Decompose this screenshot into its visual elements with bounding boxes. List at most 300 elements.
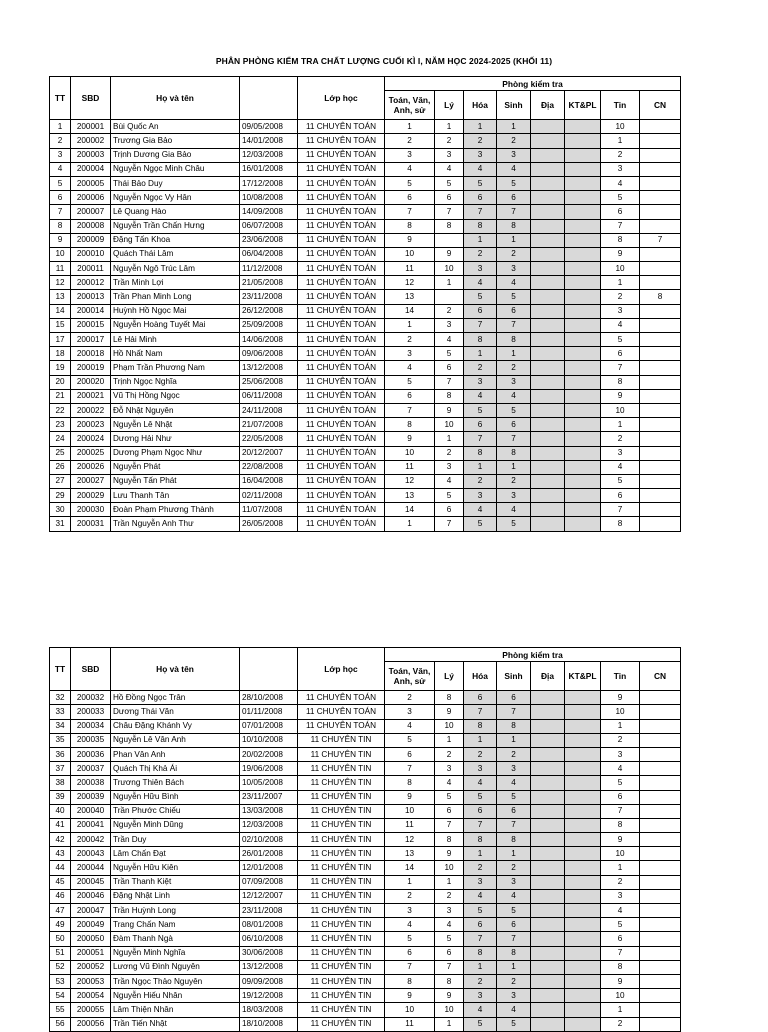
cell-room-ly: 5: [435, 176, 464, 190]
table-row: [50, 946, 681, 960]
table-row: [50, 989, 681, 1003]
cell-name: Phan Vân Anh: [111, 747, 240, 761]
cell-dob: 12/12/2007: [240, 889, 298, 903]
cell-tt: 36: [50, 747, 71, 761]
cell-class: 11 CHUYÊN TOÁN: [298, 290, 385, 304]
cell-name: Trang Chấn Nam: [111, 918, 240, 932]
cell-dob: 13/12/2008: [240, 361, 298, 375]
cell-room-sinh: 5: [497, 290, 531, 304]
cell-room-tin: 6: [601, 347, 640, 361]
table-row: [50, 148, 681, 162]
cell-room-sinh: 5: [497, 1017, 531, 1031]
cell-sbd: 200030: [71, 503, 111, 517]
table-row: [50, 361, 681, 375]
cell-dob: 12/01/2008: [240, 861, 298, 875]
cell-room-ly: 2: [435, 446, 464, 460]
cell-class: 11 CHUYÊN TOÁN: [298, 176, 385, 190]
cell-dob: 24/11/2008: [240, 403, 298, 417]
cell-dob: 10/10/2008: [240, 733, 298, 747]
cell-room-cn: [640, 262, 681, 276]
cell-sbd: 200033: [71, 705, 111, 719]
cell-room-dia: [531, 389, 565, 403]
cell-sbd: 200008: [71, 219, 111, 233]
cell-room-ktpl: [565, 503, 601, 517]
table-row: [50, 191, 681, 205]
cell-room-tin: 4: [601, 904, 640, 918]
cell-room-dia: [531, 262, 565, 276]
cell-tt: 21: [50, 389, 71, 403]
cell-dob: 22/08/2008: [240, 460, 298, 474]
cell-tt: 40: [50, 804, 71, 818]
cell-room-ly: 7: [435, 960, 464, 974]
cell-room-ly: 2: [435, 134, 464, 148]
cell-room-hoa: 3: [464, 375, 497, 389]
cell-room-tin: 8: [601, 233, 640, 247]
table-row: [50, 1017, 681, 1031]
cell-sbd: 200050: [71, 932, 111, 946]
cell-dob: 28/10/2008: [240, 691, 298, 705]
cell-room-cn: [640, 134, 681, 148]
cell-room-cn: [640, 960, 681, 974]
cell-dob: 02/10/2008: [240, 833, 298, 847]
cell-room-hoa: 3: [464, 989, 497, 1003]
cell-room-hoa: 6: [464, 191, 497, 205]
table-row: [50, 233, 681, 247]
cell-name: Đỗ Nhật Nguyên: [111, 403, 240, 417]
cell-room-tin: 2: [601, 875, 640, 889]
cell-room-toan-van-anh-su: 6: [385, 389, 435, 403]
cell-class: 11 CHUYÊN TOÁN: [298, 705, 385, 719]
cell-room-hoa: 7: [464, 318, 497, 332]
cell-room-hoa: 2: [464, 474, 497, 488]
cell-name: Trần Ngọc Thảo Nguyên: [111, 974, 240, 988]
cell-room-tin: 10: [601, 705, 640, 719]
header-subject: Địa: [531, 662, 565, 691]
table-row: [50, 790, 681, 804]
cell-dob: 21/07/2008: [240, 418, 298, 432]
cell-room-hoa: 1: [464, 347, 497, 361]
cell-room-dia: [531, 205, 565, 219]
cell-tt: 37: [50, 762, 71, 776]
cell-sbd: 200026: [71, 460, 111, 474]
cell-dob: 25/09/2008: [240, 318, 298, 332]
cell-room-dia: [531, 946, 565, 960]
cell-room-dia: [531, 989, 565, 1003]
cell-room-ktpl: [565, 176, 601, 190]
cell-room-cn: [640, 162, 681, 176]
cell-room-toan-van-anh-su: 4: [385, 918, 435, 932]
cell-name: Trần Phước Chiếu: [111, 804, 240, 818]
cell-room-dia: [531, 691, 565, 705]
cell-room-toan-van-anh-su: 3: [385, 705, 435, 719]
cell-name: Trần Thanh Kiệt: [111, 875, 240, 889]
cell-room-tin: 8: [601, 375, 640, 389]
cell-room-tin: 7: [601, 361, 640, 375]
cell-room-ly: 10: [435, 719, 464, 733]
header-subject: Toán, Văn, Anh, sử: [385, 662, 435, 691]
cell-room-dia: [531, 276, 565, 290]
cell-room-ktpl: [565, 989, 601, 1003]
cell-dob: 14/06/2008: [240, 333, 298, 347]
cell-tt: 32: [50, 691, 71, 705]
cell-name: Nguyễn Lê Nhật: [111, 418, 240, 432]
table-row: [50, 875, 681, 889]
cell-room-tin: 8: [601, 818, 640, 832]
cell-sbd: 200014: [71, 304, 111, 318]
cell-name: Trần Phan Minh Long: [111, 290, 240, 304]
cell-sbd: 200011: [71, 262, 111, 276]
exam-room-table-1: [49, 76, 681, 532]
cell-tt: 34: [50, 719, 71, 733]
cell-class: 11 CHUYÊN TOÁN: [298, 446, 385, 460]
cell-room-dia: [531, 418, 565, 432]
cell-room-ly: 2: [435, 747, 464, 761]
cell-sbd: 200041: [71, 818, 111, 832]
cell-tt: 31: [50, 517, 71, 531]
cell-tt: 22: [50, 403, 71, 417]
cell-room-dia: [531, 705, 565, 719]
cell-room-dia: [531, 176, 565, 190]
page-title: PHÂN PHÒNG KIỂM TRA CHẤT LƯỢNG CUỐI KÌ I, NĂM HỌC 2024-2025 (KHỐI 11): [215, 56, 553, 66]
cell-room-ly: 4: [435, 162, 464, 176]
header-subject: Sinh: [497, 91, 531, 120]
cell-room-sinh: 3: [497, 262, 531, 276]
table-row: [50, 333, 681, 347]
cell-room-toan-van-anh-su: 11: [385, 1017, 435, 1031]
cell-room-tin: 2: [601, 1017, 640, 1031]
cell-class: 11 CHUYÊN TIN: [298, 733, 385, 747]
cell-room-ktpl: [565, 733, 601, 747]
cell-room-ly: 10: [435, 1003, 464, 1017]
cell-class: 11 CHUYÊN TOÁN: [298, 247, 385, 261]
cell-room-hoa: 3: [464, 489, 497, 503]
cell-room-toan-van-anh-su: 10: [385, 1003, 435, 1017]
cell-room-cn: [640, 347, 681, 361]
cell-sbd: 200042: [71, 833, 111, 847]
table-row: [50, 974, 681, 988]
table-row: [50, 262, 681, 276]
cell-room-sinh: 7: [497, 205, 531, 219]
cell-room-cn: [640, 446, 681, 460]
cell-room-dia: [531, 833, 565, 847]
cell-room-tin: 1: [601, 134, 640, 148]
cell-tt: 7: [50, 205, 71, 219]
cell-room-ly: 7: [435, 205, 464, 219]
header-tt: TT: [50, 77, 71, 120]
cell-room-ktpl: [565, 918, 601, 932]
table-row: [50, 1003, 681, 1017]
cell-dob: 14/01/2008: [240, 134, 298, 148]
cell-room-ly: 9: [435, 705, 464, 719]
cell-room-toan-van-anh-su: 12: [385, 833, 435, 847]
cell-room-hoa: 5: [464, 790, 497, 804]
cell-room-tin: 7: [601, 804, 640, 818]
cell-room-toan-van-anh-su: 2: [385, 691, 435, 705]
cell-room-sinh: 8: [497, 333, 531, 347]
table-row: [50, 904, 681, 918]
cell-tt: 56: [50, 1017, 71, 1031]
cell-room-dia: [531, 503, 565, 517]
cell-sbd: 200039: [71, 790, 111, 804]
cell-room-toan-van-anh-su: 4: [385, 162, 435, 176]
cell-class: 11 CHUYÊN TIN: [298, 762, 385, 776]
cell-name: Trần Minh Lợi: [111, 276, 240, 290]
cell-room-cn: [640, 517, 681, 531]
cell-class: 11 CHUYÊN TOÁN: [298, 719, 385, 733]
cell-room-dia: [531, 403, 565, 417]
cell-room-cn: [640, 120, 681, 134]
cell-room-sinh: 5: [497, 176, 531, 190]
cell-room-cn: [640, 1017, 681, 1031]
cell-room-sinh: 5: [497, 790, 531, 804]
cell-room-sinh: 6: [497, 691, 531, 705]
cell-room-ktpl: [565, 418, 601, 432]
cell-tt: 8: [50, 219, 71, 233]
cell-room-tin: 2: [601, 290, 640, 304]
cell-dob: 11/12/2008: [240, 262, 298, 276]
cell-room-hoa: 6: [464, 418, 497, 432]
cell-room-dia: [531, 333, 565, 347]
cell-room-ly: 9: [435, 847, 464, 861]
cell-class: 11 CHUYÊN TIN: [298, 904, 385, 918]
table-row: [50, 503, 681, 517]
cell-dob: 12/03/2008: [240, 148, 298, 162]
table-row: [50, 762, 681, 776]
cell-room-toan-van-anh-su: 6: [385, 747, 435, 761]
cell-room-ktpl: [565, 1017, 601, 1031]
cell-sbd: 200002: [71, 134, 111, 148]
cell-dob: 16/04/2008: [240, 474, 298, 488]
cell-room-sinh: 6: [497, 804, 531, 818]
cell-room-tin: 5: [601, 776, 640, 790]
cell-sbd: 200009: [71, 233, 111, 247]
cell-room-tin: 7: [601, 219, 640, 233]
table-row: [50, 389, 681, 403]
cell-room-tin: 9: [601, 247, 640, 261]
cell-room-sinh: 1: [497, 847, 531, 861]
table-body-1: [50, 120, 681, 531]
cell-room-hoa: 2: [464, 361, 497, 375]
cell-room-sinh: 4: [497, 503, 531, 517]
cell-room-tin: 2: [601, 148, 640, 162]
cell-class: 11 CHUYÊN TIN: [298, 790, 385, 804]
cell-room-cn: [640, 333, 681, 347]
cell-tt: 4: [50, 162, 71, 176]
cell-room-ly: 10: [435, 262, 464, 276]
cell-sbd: 200001: [71, 120, 111, 134]
cell-room-ktpl: [565, 460, 601, 474]
cell-room-dia: [531, 290, 565, 304]
cell-room-sinh: 4: [497, 1003, 531, 1017]
table-row: [50, 889, 681, 903]
cell-room-sinh: 4: [497, 776, 531, 790]
cell-dob: 20/12/2007: [240, 446, 298, 460]
cell-sbd: 200051: [71, 946, 111, 960]
cell-room-hoa: 7: [464, 818, 497, 832]
table-row: [50, 705, 681, 719]
cell-dob: 16/01/2008: [240, 162, 298, 176]
cell-room-hoa: 4: [464, 1003, 497, 1017]
cell-tt: 43: [50, 847, 71, 861]
cell-room-tin: 6: [601, 205, 640, 219]
cell-sbd: 200015: [71, 318, 111, 332]
table-row: [50, 219, 681, 233]
cell-room-sinh: 4: [497, 162, 531, 176]
cell-room-dia: [531, 790, 565, 804]
cell-room-toan-van-anh-su: 13: [385, 290, 435, 304]
table-row: [50, 162, 681, 176]
cell-room-toan-van-anh-su: 5: [385, 176, 435, 190]
cell-room-hoa: 8: [464, 446, 497, 460]
cell-room-dia: [531, 960, 565, 974]
cell-tt: 44: [50, 861, 71, 875]
cell-room-hoa: 2: [464, 861, 497, 875]
cell-room-tin: 9: [601, 691, 640, 705]
cell-dob: 19/12/2008: [240, 989, 298, 1003]
cell-room-sinh: 6: [497, 918, 531, 932]
table-row: [50, 918, 681, 932]
cell-name: Nguyễn Ngọc Vy Hân: [111, 191, 240, 205]
cell-class: 11 CHUYÊN TOÁN: [298, 233, 385, 247]
cell-room-dia: [531, 148, 565, 162]
cell-name: Châu Đặng Khánh Vy: [111, 719, 240, 733]
cell-class: 11 CHUYÊN TOÁN: [298, 205, 385, 219]
cell-tt: 45: [50, 875, 71, 889]
table-row: [50, 304, 681, 318]
cell-room-ly: 10: [435, 418, 464, 432]
cell-dob: 25/06/2008: [240, 375, 298, 389]
cell-room-cn: [640, 403, 681, 417]
cell-sbd: 200045: [71, 875, 111, 889]
cell-room-hoa: 5: [464, 1017, 497, 1031]
cell-dob: 10/08/2008: [240, 191, 298, 205]
cell-room-cn: [640, 762, 681, 776]
cell-room-cn: [640, 733, 681, 747]
cell-room-hoa: 6: [464, 918, 497, 932]
cell-room-dia: [531, 762, 565, 776]
cell-dob: 06/07/2008: [240, 219, 298, 233]
cell-name: Nguyễn Phát: [111, 460, 240, 474]
cell-room-tin: 4: [601, 318, 640, 332]
cell-room-sinh: 5: [497, 403, 531, 417]
cell-name: Hồ Đồng Ngọc Trân: [111, 691, 240, 705]
cell-room-cn: 8: [640, 290, 681, 304]
cell-sbd: 200055: [71, 1003, 111, 1017]
cell-room-tin: 3: [601, 446, 640, 460]
cell-room-toan-van-anh-su: 10: [385, 247, 435, 261]
cell-room-cn: [640, 503, 681, 517]
cell-tt: 52: [50, 960, 71, 974]
table-row: [50, 347, 681, 361]
cell-sbd: 200029: [71, 489, 111, 503]
table-row: [50, 818, 681, 832]
cell-sbd: 200054: [71, 989, 111, 1003]
cell-room-ly: 6: [435, 191, 464, 205]
cell-name: Lâm Thiện Nhân: [111, 1003, 240, 1017]
cell-room-ly: 8: [435, 833, 464, 847]
cell-room-tin: 5: [601, 474, 640, 488]
cell-room-tin: 2: [601, 733, 640, 747]
cell-sbd: 200035: [71, 733, 111, 747]
cell-dob: 30/06/2008: [240, 946, 298, 960]
cell-name: Quách Thái Lâm: [111, 247, 240, 261]
cell-room-ly: 2: [435, 304, 464, 318]
cell-dob: 23/11/2008: [240, 904, 298, 918]
cell-class: 11 CHUYÊN TOÁN: [298, 474, 385, 488]
cell-dob: 26/01/2008: [240, 847, 298, 861]
cell-dob: 18/03/2008: [240, 1003, 298, 1017]
cell-room-hoa: 1: [464, 847, 497, 861]
cell-name: Nguyễn Hoàng Tuyết Mai: [111, 318, 240, 332]
cell-sbd: 200013: [71, 290, 111, 304]
cell-room-ktpl: [565, 705, 601, 719]
cell-room-ktpl: [565, 262, 601, 276]
cell-room-dia: [531, 432, 565, 446]
cell-dob: 20/02/2008: [240, 747, 298, 761]
cell-room-dia: [531, 318, 565, 332]
cell-room-ktpl: [565, 804, 601, 818]
cell-room-toan-van-anh-su: 13: [385, 489, 435, 503]
cell-room-sinh: 2: [497, 474, 531, 488]
cell-room-cn: [640, 432, 681, 446]
cell-room-dia: [531, 304, 565, 318]
cell-room-toan-van-anh-su: 3: [385, 904, 435, 918]
cell-sbd: 200021: [71, 389, 111, 403]
header-dob: [240, 77, 298, 120]
cell-sbd: 200005: [71, 176, 111, 190]
cell-name: Nguyễn Ngọc Minh Châu: [111, 162, 240, 176]
cell-tt: 3: [50, 148, 71, 162]
cell-class: 11 CHUYÊN TIN: [298, 989, 385, 1003]
cell-name: Trương Thiên Bách: [111, 776, 240, 790]
cell-sbd: 200032: [71, 691, 111, 705]
cell-room-tin: 1: [601, 1003, 640, 1017]
cell-room-hoa: 2: [464, 134, 497, 148]
cell-room-toan-van-anh-su: 3: [385, 347, 435, 361]
cell-room-toan-van-anh-su: 8: [385, 776, 435, 790]
cell-dob: 17/12/2008: [240, 176, 298, 190]
cell-dob: 09/05/2008: [240, 120, 298, 134]
cell-room-hoa: 6: [464, 691, 497, 705]
table-row: [50, 446, 681, 460]
cell-sbd: 200023: [71, 418, 111, 432]
cell-room-sinh: 6: [497, 191, 531, 205]
cell-room-toan-van-anh-su: 8: [385, 974, 435, 988]
cell-room-ly: 4: [435, 474, 464, 488]
header-class: Lớp học: [298, 648, 385, 691]
cell-room-sinh: 2: [497, 747, 531, 761]
cell-room-cn: [640, 474, 681, 488]
header-sbd: SBD: [71, 648, 111, 691]
cell-tt: 29: [50, 489, 71, 503]
cell-tt: 30: [50, 503, 71, 517]
cell-room-tin: 10: [601, 847, 640, 861]
cell-name: Trương Gia Bảo: [111, 134, 240, 148]
cell-room-toan-van-anh-su: 1: [385, 517, 435, 531]
cell-class: 11 CHUYÊN TIN: [298, 861, 385, 875]
cell-class: 11 CHUYÊN TOÁN: [298, 134, 385, 148]
cell-room-hoa: 8: [464, 219, 497, 233]
cell-room-ktpl: [565, 776, 601, 790]
cell-room-cn: [640, 946, 681, 960]
cell-room-cn: [640, 705, 681, 719]
cell-room-ly: 3: [435, 762, 464, 776]
header-subject: Lý: [435, 91, 464, 120]
cell-dob: 22/05/2008: [240, 432, 298, 446]
cell-room-ktpl: [565, 889, 601, 903]
cell-room-sinh: 4: [497, 276, 531, 290]
cell-room-sinh: 8: [497, 219, 531, 233]
